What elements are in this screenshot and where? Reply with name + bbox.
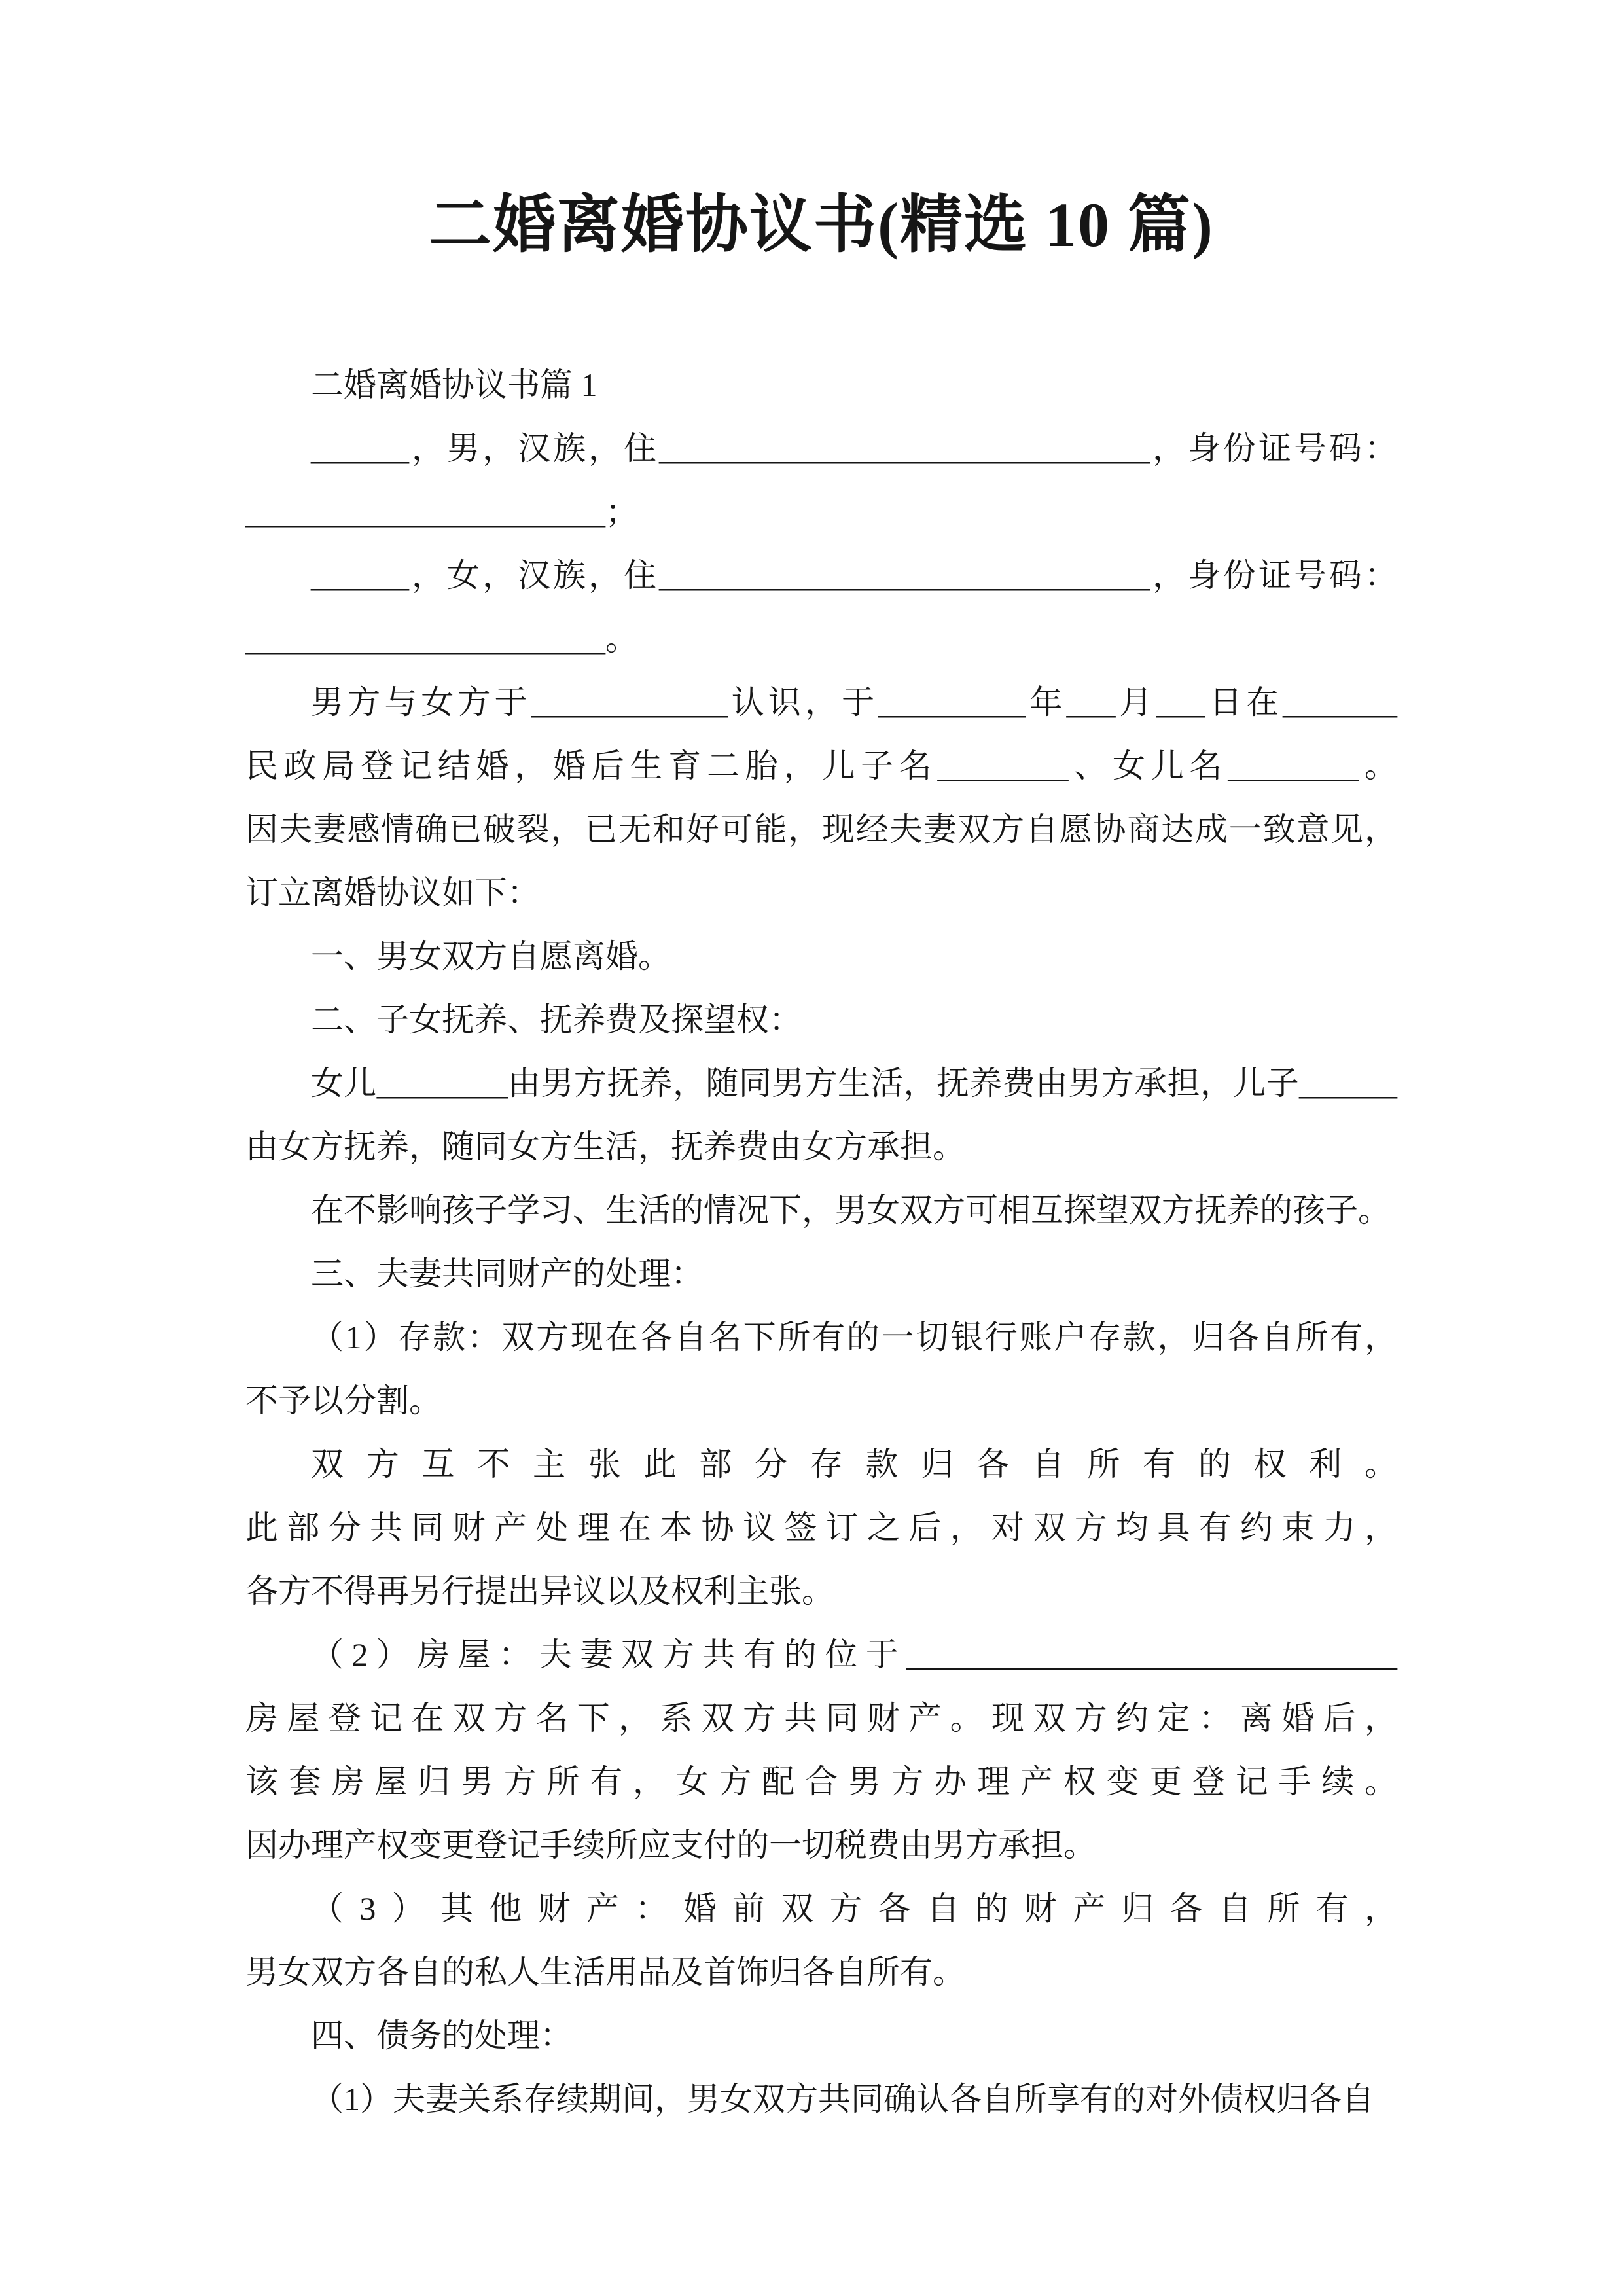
paragraph-other-property: （3）其他财产：婚前双方各自的财产归各自所有，男女双方各自的私人生活用品及首饰归各自所有。 xyxy=(245,1890,1397,1990)
paragraph-deposits: （1）存款：双方现在各自名下所有的一切银行账户存款，归各自所有，不予以分割。 xyxy=(245,1319,1397,1419)
paragraph-party-female: ______，女，汉族，住______________________________，身份证号码：______________________。 xyxy=(245,557,1397,657)
paragraph-clause-4-debts-heading: 四、债务的处理： xyxy=(311,2017,573,2054)
paragraph-clause-3-property-heading: 三、夫妻共同财产的处理： xyxy=(311,1255,704,1292)
paragraph-clause-1-voluntary-divorce: 一、男女双方自愿离婚。 xyxy=(311,938,671,975)
document-body xyxy=(245,353,1397,2131)
document-title: 二婚离婚协议书(精选 10 篇) xyxy=(429,190,1214,260)
paragraph-clause-2-custody-heading: 二、子女抚养、抚养费及探望权： xyxy=(311,1001,802,1038)
paragraph-house: （2）房屋：夫妻双方共有的位于______________________________房屋登记在双方名下，系双方共同财产。现双方约定：离婚后，该套房屋归男方所有，女方配合男方办理产权变更登记手续。因办理产权变更登记手续所应支付的一切税费由男方承担。 xyxy=(245,1636,1397,1863)
paragraph-debts-item-1: （1）夫妻关系存续期间，男女双方共同确认各自所享有的对外债权归各自 xyxy=(311,2081,1374,2117)
paragraph-custody-arrangement: 女儿________由男方抚养，随同男方生活，抚养费由男方承担，儿子______由女方抚养，随同女方生活，抚养费由女方承担。 xyxy=(245,1065,1397,1165)
paragraph-visitation-rights: 在不影响孩子学习、生活的情况下，男女双方可相互探望双方抚养的孩子。 xyxy=(311,1192,1391,1229)
paragraph-deposits-binding: 双方互不主张此部分存款归各自所有的权利。此部分共同财产处理在本协议签订之后，对双方均具有约束力，各方不得再另行提出异议以及权利主张。 xyxy=(245,1446,1397,1609)
paragraph-party-male: ______，男，汉族，住______________________________，身份证号码：______________________； xyxy=(245,430,1397,530)
paragraph-marriage-background: 男方与女方于____________认识，于_________年___月___日在_______民政局登记结婚，婚后生育二胎，儿子名________、女儿名________。因夫妻感情确已破裂，已无和好可能，现经夫妻双方自愿协商达成一致意见，订立离婚协议如下： xyxy=(245,684,1397,911)
section-heading: 二婚离婚协议书篇 1 xyxy=(311,367,597,403)
